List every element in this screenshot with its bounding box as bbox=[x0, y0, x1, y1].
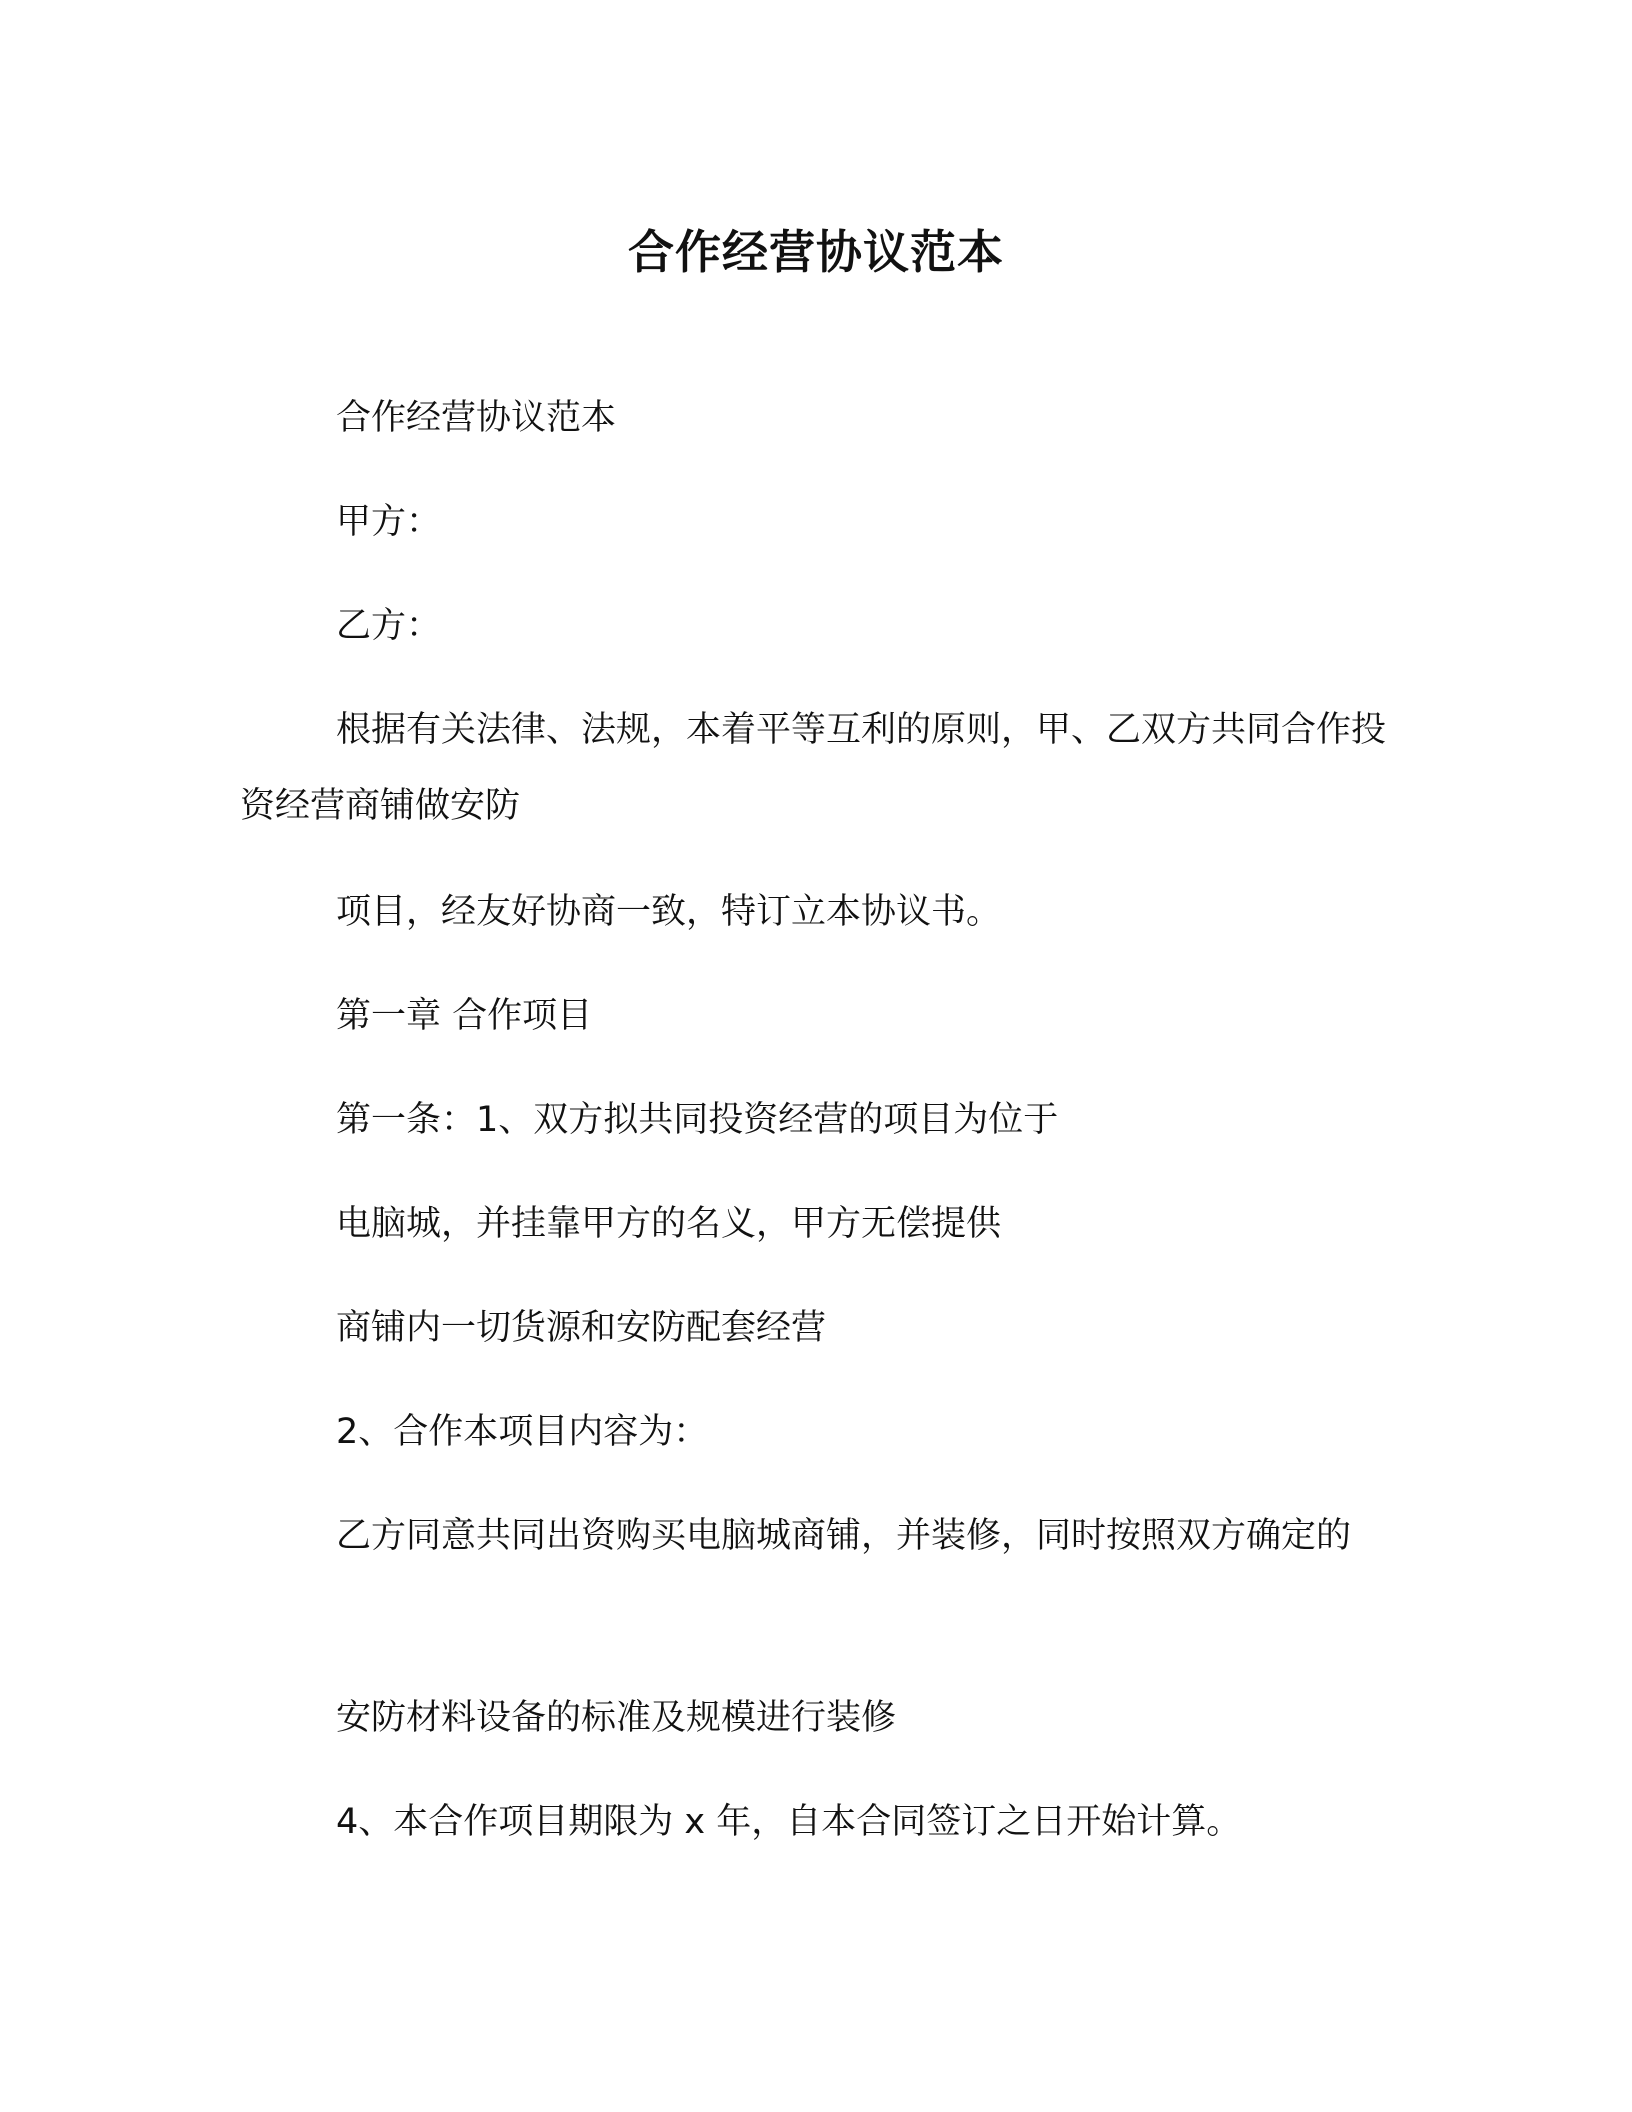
paragraph-article-1: 第一条：1、双方拟共同投资经营的项目为位于 bbox=[336, 1100, 1059, 1140]
paragraph-article-1-cont: 电脑城，并挂靠甲方的名义，甲方无偿提供 bbox=[336, 1204, 1002, 1244]
paragraph-heading: 合作经营协议范本 bbox=[336, 398, 617, 438]
paragraph-intro: 根据有关法律、法规，本着平等互利的原则，甲、乙双方共同合作投资经营商铺做安防 bbox=[240, 710, 1387, 826]
paragraph-chapter-1: 第一章 合作项目 bbox=[336, 996, 593, 1036]
paragraph-article-1-cont2: 商铺内一切货源和安防配套经营 bbox=[336, 1308, 827, 1348]
paragraph-item-2-detail: 乙方同意共同出资购买电脑城商铺，并装修，同时按照双方确定的 bbox=[336, 1516, 1352, 1556]
paragraph-party-b: 乙方： bbox=[336, 606, 442, 646]
paragraph-item-4: 4、本合作项目期限为 x 年，自本合同签订之日开始计算。 bbox=[336, 1802, 1242, 1842]
paragraph-intro-cont: 项目，经友好协商一致，特订立本协议书。 bbox=[336, 892, 1002, 932]
paragraph-party-a: 甲方： bbox=[336, 502, 442, 542]
document-title: 合作经营协议范本 bbox=[628, 225, 1004, 279]
paragraph-item-2-detail-cont: 安防材料设备的标准及规模进行装修 bbox=[336, 1698, 897, 1738]
paragraph-item-2: 2、合作本项目内容为： bbox=[336, 1412, 709, 1452]
